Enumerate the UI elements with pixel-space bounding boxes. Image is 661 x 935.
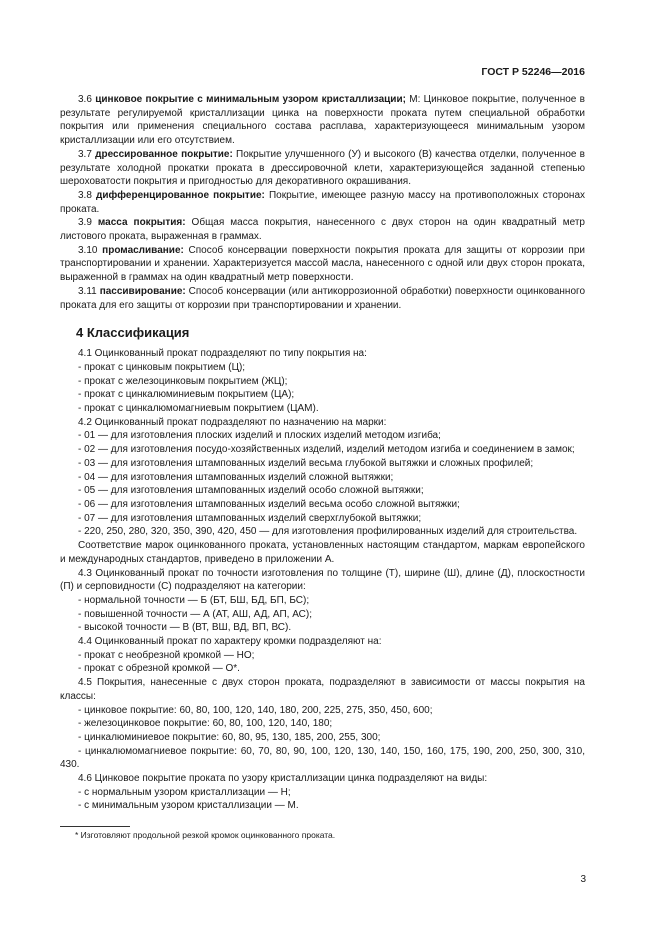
definition-lead: М: xyxy=(405,94,421,105)
classification-line: - 03 — для изготовления штампованных изделий весьма глубокой вытяжки и сложных профилей; xyxy=(78,457,534,469)
classification-line: 4.4 Оцинкованный прокат по характеру кромки подразделяют на: xyxy=(78,636,382,648)
definition-text: Способ консервации поверхности покрытия проката для защиты от коррозии при транспортировании и хранении. Характеризуется массой масла, нанесенного с одной или двух сторон проката, выраженной в граммах на один квадратный метр поверхности. xyxy=(60,244,585,284)
page-body xyxy=(60,93,585,813)
definition-number: 3.11 xyxy=(78,285,97,297)
classification-line: - прокат с цинковым покрытием (Ц); xyxy=(78,361,246,373)
classification-line: - цинкалюмомагниевое покрытие: 60, 70, 80, 90, 100, 120, 130, 140, 150, 160, 175, 190, 200, 250, 300, 310, 430. xyxy=(60,745,585,771)
footnote: * Изготовляют продольной резкой кромок оцинкованного проката. xyxy=(75,830,336,840)
definition-term: пассивирование: xyxy=(99,285,186,297)
definition-text: Способ консервации (или антикоррозионной обработки) поверхности оцинкованного проката для его защиты от коррозии при транспортировании и хранении. xyxy=(60,285,585,311)
definition-number: 3.8 xyxy=(78,189,92,201)
classification-line: - 07 — для изготовления штампованных изделий сверхглубокой вытяжки; xyxy=(78,512,422,524)
classification-line: - прокат с необрезной кромкой — НО; xyxy=(78,649,255,661)
classification-line: - 01 — для изготовления плоских изделий и плоских изделий методом изгиба; xyxy=(78,430,441,442)
definition-term: дрессированное покрытие: xyxy=(95,148,233,160)
classification-line: - с нормальным узором кристаллизации — Н; xyxy=(78,786,291,798)
classification-line: - 06 — для изготовления штампованных изделий весьма особо сложной вытяжки; xyxy=(78,498,460,510)
definition-term: масса покрытия: xyxy=(97,217,186,229)
definition-text: Покрытие, имеющее разную массу на противоположных сторонах проката. xyxy=(60,189,586,215)
definition-term: дифференцированное покрытие: xyxy=(96,189,265,201)
definition-term: промасливание: xyxy=(102,244,184,256)
definition-item xyxy=(60,189,585,216)
definition-text: Общая масса покрытия, нанесенного с двух сторон на один квадратный метр листового проката, выраженная в граммах. xyxy=(60,217,585,243)
section-title: 4 Классификация xyxy=(76,325,190,341)
definition-item xyxy=(60,244,585,285)
classification-line: 4.3 Оцинкованный прокат по точности изготовления по толщине (Т), ширине (Ш), длине (Д), плоскостности (П) и серповидности (С) подразделяют на категории: xyxy=(60,567,585,593)
classification-line: - нормальной точности — Б (БТ, БШ, БД, БП, БС); xyxy=(78,594,310,606)
classification-line: Соответствие марок оцинкованного проката, установленных настоящим стандартом, маркам европейского и международных стандартов, приведено в приложении А. xyxy=(60,540,585,565)
definition-term: цинковое покрытие с минимальным узором кристаллизации; xyxy=(95,94,406,105)
classification-line: - 220, 250, 280, 320, 350, 390, 420, 450 — для изготовления профилированных изделий для строительства. xyxy=(78,526,578,538)
classification-line: - прокат с железоцинковым покрытием (ЖЦ); xyxy=(78,375,288,387)
definition-item xyxy=(60,285,585,312)
definition-item xyxy=(60,93,585,148)
classification-line: - высокой точности — В (ВТ, ВШ, ВД, ВП, ВС). xyxy=(78,622,292,634)
definition-number: 3.10 xyxy=(78,244,98,256)
classification-line: 4.5 Покрытия, нанесенные с двух сторон проката, подразделяют в зависимости от массы покрытия на классы: xyxy=(60,677,585,702)
footnote-separator xyxy=(60,826,130,827)
definition-number: 3.7 xyxy=(78,148,92,160)
definition-item xyxy=(60,148,585,189)
definition-text: Цинковое покрытие, полученное в результате регулируемой кристаллизации цинка на поверхности проката путем специальной обработки покрытия или применения специального состава расплава, характеризующееся минимальным узором кристаллизации или его отсутствием. xyxy=(60,94,585,147)
definition-number: 3.9 xyxy=(78,217,92,229)
classification-line: 4.6 Цинковое покрытие проката по узору кристаллизации цинка подразделяют на виды: xyxy=(78,773,488,785)
classification-line: - железоцинковое покрытие: 60, 80, 100, 120, 140, 180; xyxy=(78,718,333,730)
classification-line: - цинкалюминиевое покрытие: 60, 80, 95, 130, 185, 200, 255, 300; xyxy=(78,731,381,743)
classification-line: - прокат с цинкалюминиевым покрытием (ЦА); xyxy=(78,389,295,401)
document-header: ГОСТ Р 52246—2016 xyxy=(481,66,585,78)
classification-line: - повышенной точности — А (АТ, АШ, АД, АП, АС); xyxy=(78,608,312,620)
classification-line: - прокат с цинкалюмомагниевым покрытием (ЦАМ). xyxy=(78,403,319,415)
classification-line: - 05 — для изготовления штампованных изделий особо сложной вытяжки; xyxy=(78,485,424,497)
classification-line: - 02 — для изготовления посудо-хозяйственных изделий, изделий методом изгиба и соединением в замок; xyxy=(78,444,575,456)
classification-line: - прокат с обрезной кромкой — О*. xyxy=(78,663,240,675)
definition-number: 3.6 xyxy=(78,94,92,105)
classification-line: 4.2 Оцинкованный прокат подразделяют по назначению на марки: xyxy=(78,416,387,428)
classification-line: - с минимальным узором кристаллизации — М. xyxy=(78,800,299,812)
definitions-block xyxy=(60,93,585,312)
classification-line: - цинковое покрытие: 60, 80, 100, 120, 140, 180, 200, 225, 275, 350, 450, 600; xyxy=(78,704,433,716)
classification-line: 4.1 Оцинкованный прокат подразделяют по типу покрытия на: xyxy=(78,348,367,360)
classification-block xyxy=(60,347,585,813)
page-number: 3 xyxy=(580,874,586,885)
classification-line: - 04 — для изготовления штампованных изделий сложной вытяжки; xyxy=(78,471,394,483)
definition-item xyxy=(60,216,585,243)
definition-text: Покрытие улучшенного (У) и высокого (В) качества отделки, полученное в результате холодной прокатки проката в дрессировочной клети, характеризующейся заданной степенью шероховатости покрытия и пригодностью для декоративного окрашивания. xyxy=(60,148,585,188)
